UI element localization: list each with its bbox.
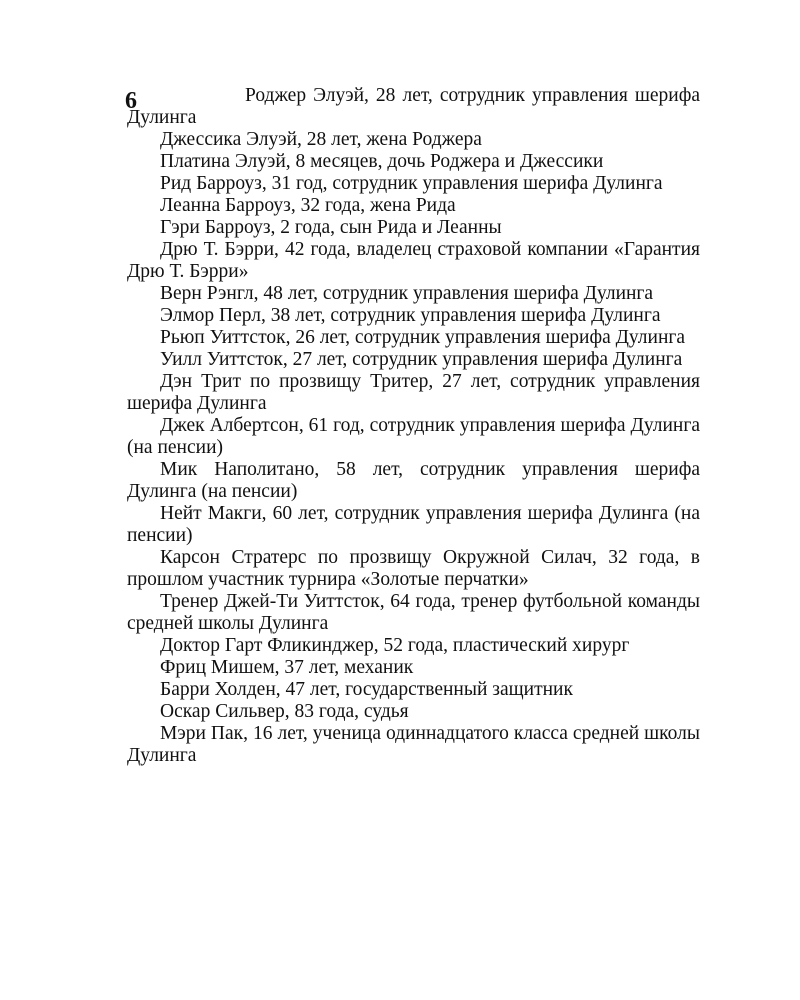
character-entry: Платина Элуэй, 8 месяцев, дочь Роджера и Джессики <box>160 151 604 172</box>
character-entry: Дрю Т. Бэрри, 42 года, владелец страховой компании «Гарантия Дрю Т. Бэрри» <box>127 239 700 282</box>
character-entry: Гэри Барроуз, 2 года, сын Рида и Леанны <box>160 217 502 238</box>
character-entry: Дэн Трит по прозвищу Тритер, 27 лет, сотрудник управления шерифа Дулинга <box>127 371 700 414</box>
character-entry: Оскар Сильвер, 83 года, судья <box>160 701 409 722</box>
character-entry: Нейт Макги, 60 лет, сотрудник управления шерифа Дулинга (на пенсии) <box>127 503 700 546</box>
character-entry: Джессика Элуэй, 28 лет, жена Роджера <box>160 129 482 150</box>
character-entry: Роджер Элуэй, 28 лет, сотрудник управления шерифа Дулинга <box>127 85 700 128</box>
character-entry: Джек Албертсон, 61 год, сотрудник управления шерифа Дулинга (на пенсии) <box>127 415 700 458</box>
character-entry: Карсон Стратерс по прозвищу Окружной Силач, 32 года, в прошлом участник турнира «Золотые перчатки» <box>127 547 700 590</box>
character-entry: Мэри Пак, 16 лет, ученица одиннадцатого класса средней школы Дулинга <box>127 723 700 766</box>
character-entry: Барри Холден, 47 лет, государственный защитник <box>160 679 573 700</box>
page-number: 6 <box>125 88 137 114</box>
character-entry: Фриц Мишем, 37 лет, механик <box>160 657 414 678</box>
character-entry: Верн Рэнгл, 48 лет, сотрудник управления шерифа Дулинга <box>160 283 654 304</box>
character-entry: Рьюп Уиттсток, 26 лет, сотрудник управления шерифа Дулинга <box>160 327 686 348</box>
character-entry: Доктор Гарт Фликинджер, 52 года, пластический хирург <box>160 635 630 656</box>
character-entry: Леанна Барроуз, 32 года, жена Рида <box>160 195 456 216</box>
character-entry: Уилл Уиттсток, 27 лет, сотрудник управления шерифа Дулинга <box>160 349 683 370</box>
character-entry: Рид Барроуз, 31 год, сотрудник управления шерифа Дулинга <box>160 173 663 194</box>
character-entry: Тренер Джей-Ти Уиттсток, 64 года, тренер футбольной команды средней школы Дулинга <box>127 591 700 634</box>
character-entry: Мик Наполитано, 58 лет, сотрудник управления шерифа Дулинга (на пенсии) <box>127 459 700 502</box>
character-entry: Элмор Перл, 38 лет, сотрудник управления шерифа Дулинга <box>160 305 661 326</box>
character-list <box>127 85 700 767</box>
